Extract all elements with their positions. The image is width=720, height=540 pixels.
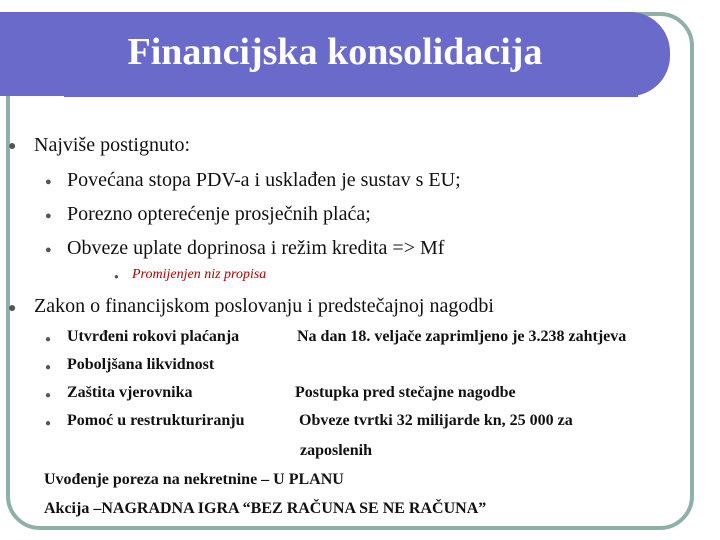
section2-item: Zaštita vjerovnika [67, 384, 193, 401]
circle-bullet-icon: ● [45, 334, 52, 345]
section1-heading: Najviše postignuto: [34, 134, 191, 156]
circle-bullet-icon: ● [45, 362, 52, 373]
circle-bullet-icon: ● [45, 418, 52, 429]
section2-right-line: zaposlenih [300, 442, 373, 459]
section2-item: Pomoć u restrukturiranju [67, 412, 245, 429]
slide-title: Financijska konsolidacija [127, 31, 543, 73]
section2-item: Utvrđeni rokovi plaćanja [67, 328, 240, 345]
section2-item: Poboljšana likvidnost [67, 356, 215, 373]
section2-right-line: Postupka pred stečajne nagodbe [295, 384, 516, 401]
circle-bullet-icon: ● [45, 244, 52, 256]
circle-bullet-icon: ● [45, 390, 52, 401]
section2-right-line: Obveze tvrtki 32 milijarde kn, 25 000 za [299, 412, 573, 429]
section2-heading: Zakon o financijskom poslovanju i predstečajnoj nagodbi [34, 295, 494, 317]
footer-line: Uvođenje poreza na nekretnine – U PLANU [44, 471, 344, 488]
circle-bullet-icon: ● [114, 272, 119, 281]
section2-right-line: Na dan 18. veljače zaprimljeno je 3.238 zahtjeva [297, 328, 627, 345]
section1-note: Promijenjen niz propisa [132, 267, 267, 282]
footer-line: Akcija –NAGRADNA IGRA “BEZ RAČUNA SE NE RAČUNA” [44, 500, 487, 517]
section1-item: Povećana stopa PDV-a i usklađen je sustav s EU; [67, 169, 461, 191]
section1-item: Obveze uplate doprinosa i režim kredita => Mf [67, 237, 445, 259]
circle-bullet-icon: ● [45, 176, 52, 188]
section1-item: Porezno opterećenje prosječnih plaća; [67, 203, 371, 225]
circle-bullet-icon: ● [8, 301, 17, 316]
circle-bullet-icon: ● [8, 139, 17, 154]
title-underline [64, 93, 638, 97]
circle-bullet-icon: ● [45, 210, 52, 222]
